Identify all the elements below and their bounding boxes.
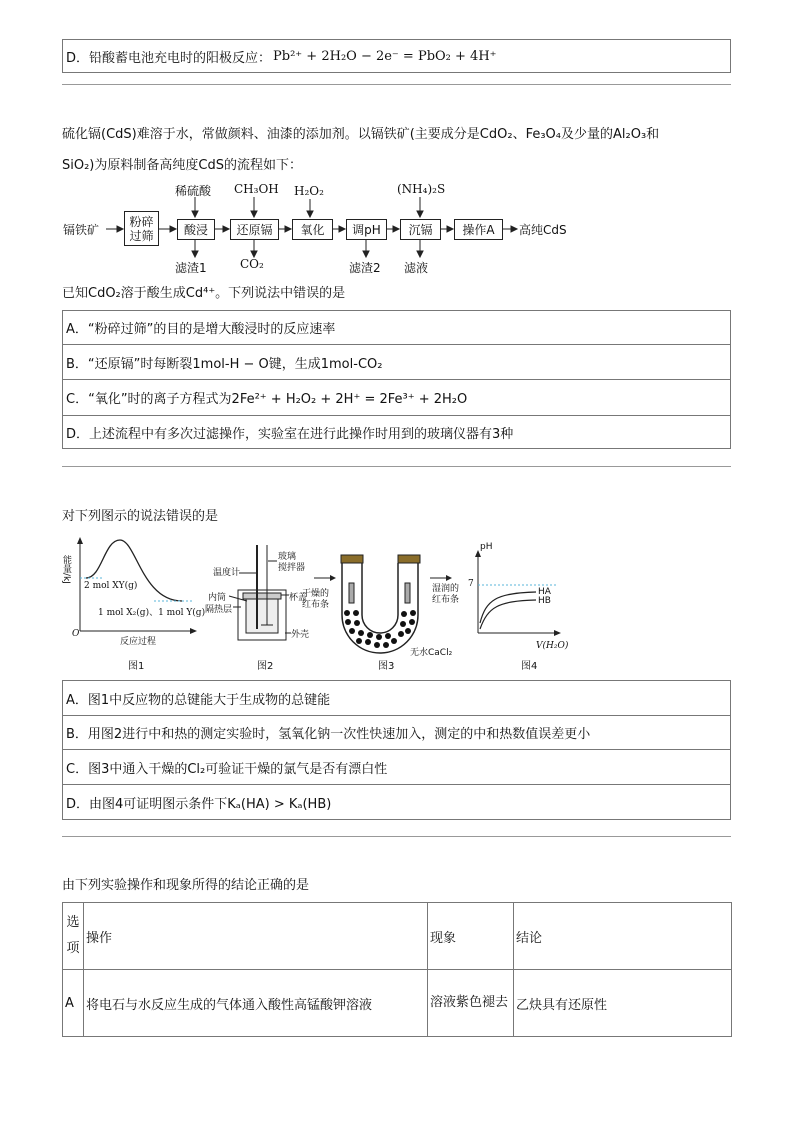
fig2-label-insulation: 隔热层	[205, 605, 233, 615]
fig4-tick-7: 7	[468, 579, 474, 589]
q1-option-b[interactable]	[62, 345, 731, 380]
option-text: 由图4可证明图示条件下Kₐ(HA) > Kₐ(HB)	[89, 796, 332, 812]
flow-step-adjust-ph: 调pH	[346, 219, 387, 240]
option-label: D．	[66, 50, 90, 66]
cell-phenomenon: 溶液紫色褪去	[428, 970, 514, 1037]
flow-step-precipitate: 沉镉	[400, 219, 441, 240]
fig3-label-dry: 干燥的	[302, 589, 330, 599]
q1-option-c[interactable]	[62, 380, 731, 416]
flow-end: 高纯CdS	[519, 223, 567, 237]
option-label: C．	[66, 761, 89, 777]
header-conclusion: 结论	[514, 903, 732, 970]
header-option: 选 项	[63, 903, 84, 970]
option-text: 铅酸蓄电池充电时的阳极反应：	[89, 50, 272, 66]
option-label: B．	[66, 356, 88, 372]
q2-option-d[interactable]	[62, 785, 731, 820]
fig3-label-cacl2: 无水CaCl₂	[410, 648, 453, 658]
table-row	[63, 970, 732, 1037]
fig4-series-hb: HB	[538, 596, 551, 606]
q1-option-a[interactable]	[62, 310, 731, 345]
option-label: D．	[66, 426, 90, 442]
fig2-label-shell: 外壳	[291, 630, 310, 640]
q2-stem: 对下列图示的说法错误的是	[62, 509, 219, 524]
table-header-row	[63, 903, 732, 970]
flow-step-reduce: 还原镉	[230, 219, 279, 240]
figure-1	[61, 535, 206, 675]
figure-3	[302, 545, 462, 675]
option-label: C．	[66, 392, 89, 407]
q1-stem-line1: 硫化镉(CdS)难溶于水，常做颜料、油漆的添加剂。以镉铁矿(主要成分是CdO₂、Fe₃O₄及少量的Al₂O₃和	[62, 127, 660, 142]
fig1-xlabel: 反应过程	[120, 637, 157, 647]
byproduct-residue1: 滤渣1	[175, 261, 207, 275]
flowchart	[0, 0, 792, 300]
q2-option-b[interactable]	[62, 716, 731, 750]
q3-stem: 由下列实验操作和现象所得的结论正确的是	[62, 878, 310, 893]
figure-2	[205, 535, 310, 675]
q3-table	[62, 902, 732, 1037]
flow-start: 镉铁矿	[63, 223, 100, 237]
fig4-ylabel: pH	[480, 542, 493, 552]
fig2-caption: 图2	[257, 661, 274, 672]
divider	[62, 836, 731, 837]
cell-option: A	[63, 970, 84, 1037]
reagent-h2so4: 稀硫酸	[175, 184, 212, 198]
flow-step-acid-leach: 酸浸	[177, 219, 215, 240]
q2-option-a[interactable]	[62, 680, 731, 716]
option-text: 图3中通入干燥的Cl₂可验证干燥的氯气是否有漂白性	[88, 761, 388, 777]
figure-4	[466, 542, 569, 675]
option-label: D．	[66, 796, 90, 812]
fig3-label-cloth1: 红布条	[302, 600, 330, 610]
fig3-label-wet: 湿润的	[432, 584, 460, 594]
flow-step-crush: 粉碎 过筛	[124, 211, 159, 246]
flow-step-oxidize: 氧化	[292, 219, 333, 240]
fig2-label-inner: 内筒	[208, 593, 227, 603]
fig3-caption: 图3	[378, 661, 395, 672]
flow-step-operation-a: 操作A	[454, 219, 503, 240]
fig4-caption: 图4	[521, 661, 538, 672]
option-text: 上述流程中有多次过滤操作，实验室在进行此操作时用到的玻璃仪器有3种	[89, 426, 514, 442]
fig3-label-cloth2: 红布条	[432, 595, 460, 605]
option-label: B．	[66, 727, 88, 742]
header-operation: 操作	[84, 903, 428, 970]
flow-arrows	[0, 0, 792, 300]
q1-known: 已知CdO₂溶于酸生成Cd⁴⁺。下列说法中错误的是	[62, 286, 346, 301]
fig1-upper-label: 2 mol XY(g)	[84, 581, 138, 591]
q1-stem-line2: SiO₂)为原料制备高纯度CdS的流程如下：	[62, 158, 302, 173]
option-text: 图1中反应物的总键能大于生成物的总键能	[87, 692, 331, 708]
option-label: A．	[66, 322, 88, 337]
fig4-ph-chart	[466, 545, 566, 645]
option-text: “氧化”时的离子方程式为2Fe²⁺ + H₂O₂ + 2H⁺ = 2Fe³⁺ + 2H₂O	[88, 392, 468, 407]
divider	[62, 466, 731, 467]
option-label: A．	[66, 692, 88, 708]
byproduct-co2: CO₂	[240, 257, 264, 271]
fig1-lower-label: 1 mol X₂(g)、1 mol Y(g)	[98, 608, 206, 618]
option-text: “粉碎过筛”的目的是增大酸浸时的反应速率	[87, 322, 336, 337]
fig2-label-thermometer: 温度计	[213, 568, 241, 578]
option-text: 用图2进行中和热的测定实验时，氢氧化钠一次性快速加入，测定的中和热数值误差更小	[87, 727, 591, 742]
fig4-xlabel: V(H₂O)	[536, 641, 569, 651]
byproduct-residue2: 滤渣2	[349, 261, 381, 275]
fig2-label-stirrer: 搅拌器	[278, 563, 306, 573]
fig2-label-lid: 杯盖	[289, 593, 308, 603]
fig1-ylabel: 能量/kJ	[61, 555, 71, 584]
option-formula: Pb²⁺ + 2H₂O − 2e⁻ = PbO₂ + 4H⁺	[273, 48, 497, 64]
reagent-nh4-2s: (NH₄)₂S	[397, 182, 446, 196]
q1-option-d[interactable]	[62, 416, 731, 449]
fig4-series-ha: HA	[538, 587, 551, 597]
byproduct-filtrate: 滤液	[404, 261, 429, 275]
cell-operation: 将电石与水反应生成的气体通入酸性高锰酸钾溶液	[84, 970, 428, 1037]
reagent-ch3oh: CH₃OH	[234, 182, 279, 196]
q2-option-c[interactable]	[62, 750, 731, 785]
header-phenomenon: 现象	[428, 903, 514, 970]
option-text: “还原镉”时每断裂1mol-H − O键，生成1mol-CO₂	[87, 356, 383, 372]
fig1-origin: O	[72, 629, 80, 639]
cell-conclusion: 乙炔具有还原性	[514, 970, 732, 1037]
fig2-label-glass: 玻璃	[278, 552, 297, 562]
reagent-h2o2: H₂O₂	[294, 184, 324, 198]
fig1-caption: 图1	[128, 661, 145, 672]
